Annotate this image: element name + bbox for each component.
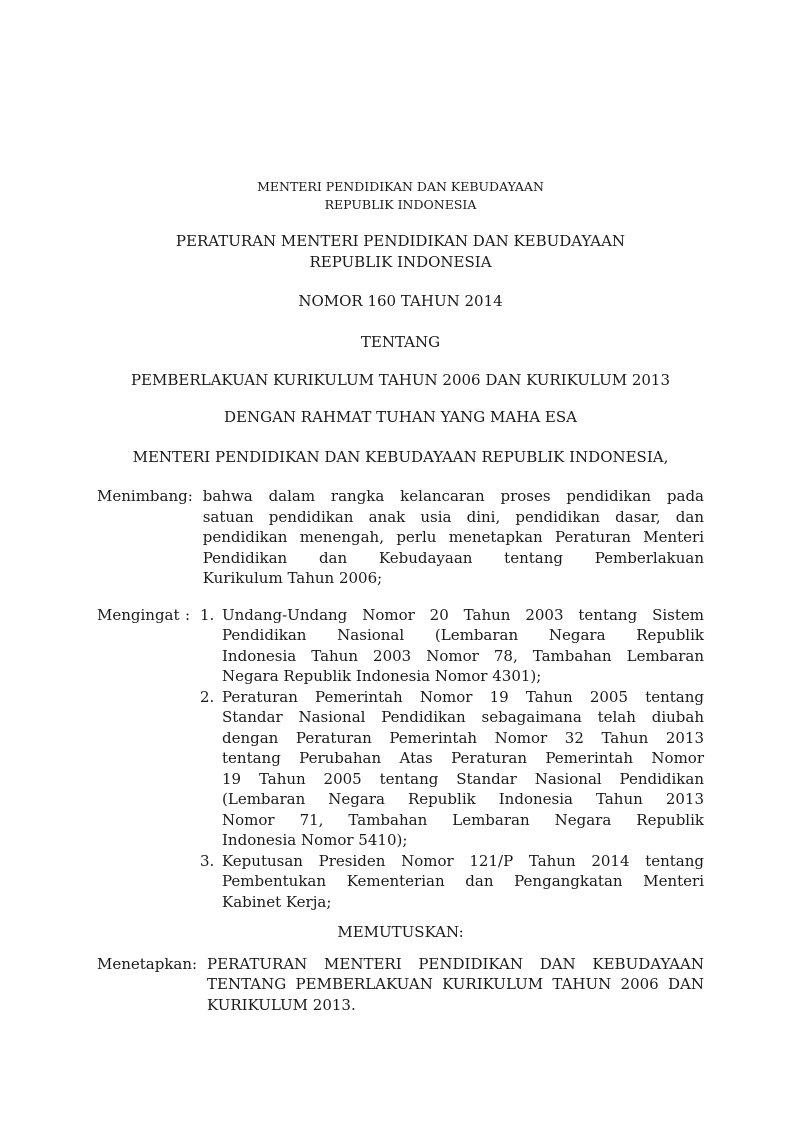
text-line: (Lembaran Negara Republik Indonesia Tahun 2013 (222, 790, 704, 808)
letterhead (97, 178, 704, 214)
text-line: satuan pendidikan anak usia dini, pendidikan dasar, dan (202, 507, 704, 526)
text-line: pendidikan menengah, perlu menetapkan Peraturan Menteri (202, 528, 704, 546)
text-line: Peraturan Pemerintah Nomor 19 Tahun 2005 tentang (222, 687, 704, 706)
authority-line: MENTERI PENDIDIKAN DAN KEBUDAYAAN REPUBLIK INDONESIA, (132, 448, 669, 466)
enacting-section (97, 954, 704, 1016)
document-content (97, 178, 704, 1015)
regulation-title-line-1: PERATURAN MENTERI PENDIDIKAN DAN KEBUDAYAAN (175, 232, 626, 250)
item-body (222, 605, 704, 687)
letterhead-line-1: MENTERI PENDIDIKAN DAN KEBUDAYAAN (257, 179, 544, 194)
enacting-colon: : (192, 954, 198, 973)
text-line: 19 Tahun 2005 tentang Standar Nasional Pendidikan (222, 769, 704, 788)
text-line: bahwa dalam rangka kelancaran proses pendidikan pada (202, 487, 704, 505)
legal-basis-item-3 (200, 851, 704, 913)
item-number: 1. (200, 605, 215, 624)
legal-basis-list (200, 605, 704, 913)
text-line: Kurikulum Tahun 2006; (202, 569, 383, 587)
invocation-line: DENGAN RAHMAT TUHAN YANG MAHA ESA (224, 408, 577, 426)
regulation-subject: PEMBERLAKUAN KURIKULUM TAHUN 2006 DAN KURIKULUM 2013 (130, 371, 671, 389)
legal-basis-colon: : (185, 605, 191, 624)
text-line: Undang-Undang Nomor 20 Tahun 2003 tentang Sistem (222, 605, 704, 624)
regulation-number: NOMOR 160 TAHUN 2014 (298, 292, 503, 310)
regulation-title (97, 231, 704, 273)
item-body (222, 687, 704, 851)
item-number: 3. (200, 851, 215, 870)
considering-section (97, 486, 704, 589)
considering-body (203, 486, 704, 589)
legal-basis-section (97, 605, 704, 913)
tentang-label: TENTANG (360, 333, 441, 351)
text-line: Keputusan Presiden Nomor 121/P Tahun 2014 tentang (222, 851, 704, 870)
considering-colon: : (187, 487, 193, 505)
text-line: Kabinet Kerja; (222, 892, 332, 911)
text-line: Indonesia Nomor 5410); (222, 831, 408, 849)
text-line: Negara Republik Indonesia Nomor 4301); (222, 667, 542, 685)
enacting-label: Menetapkan (97, 954, 193, 973)
legal-basis-item-1 (200, 605, 704, 687)
text-line: Pembentukan Kementerian dan Pengangkatan Menteri (222, 872, 704, 890)
text-line: Pendidikan dan Kebudayaan tentang Pemberlakuan (202, 548, 704, 567)
item-body (222, 851, 704, 913)
text-line: tentang Perubahan Atas Peraturan Pemerintah Nomor (222, 749, 704, 767)
enacting-body (207, 954, 704, 1016)
text-line: TENTANG PEMBERLAKUAN KURIKULUM TAHUN 2006 DAN (207, 975, 704, 993)
regulation-title-line-2: REPUBLIK INDONESIA (309, 253, 492, 271)
letterhead-line-2: REPUBLIK INDONESIA (324, 197, 477, 212)
text-line: Standar Nasional Pendidikan sebagaimana telah diubah (222, 708, 704, 726)
text-line: Pendidikan Nasional (Lembaran Negara Republik (222, 626, 704, 644)
considering-label: Menimbang (97, 487, 188, 505)
legal-basis-item-2 (200, 687, 704, 851)
decision-heading: MEMUTUSKAN: (337, 923, 464, 941)
item-number: 2. (200, 687, 215, 706)
text-line: PERATURAN MENTERI PENDIDIKAN DAN KEBUDAYAAN (207, 954, 704, 973)
text-line: Indonesia Tahun 2003 Nomor 78, Tambahan Lembaran (222, 646, 704, 665)
text-line: KURIKULUM 2013. (207, 995, 356, 1014)
text-line: dengan Peraturan Pemerintah Nomor 32 Tahun 2013 (222, 728, 704, 747)
legal-basis-label: Mengingat (97, 605, 180, 624)
text-line: Nomor 71, Tambahan Lembaran Negara Republik (222, 810, 704, 829)
